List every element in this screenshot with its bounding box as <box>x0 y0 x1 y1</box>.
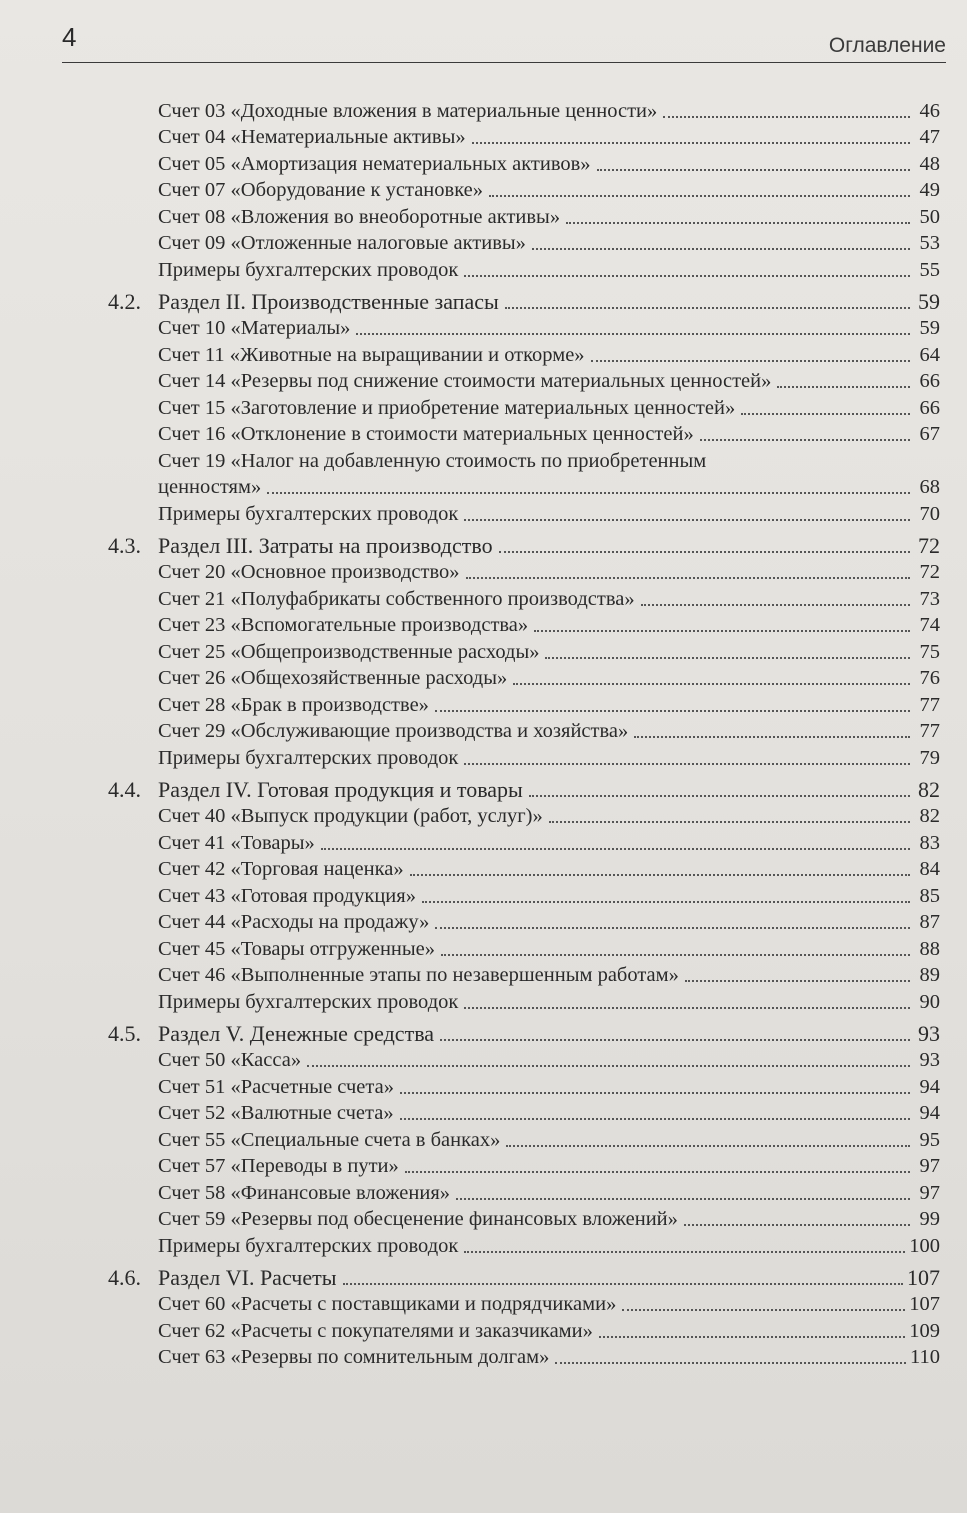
toc-section <box>0 282 940 314</box>
toc-entry <box>0 255 940 282</box>
toc-page-number: 73 <box>919 587 940 610</box>
dot-leader <box>464 274 910 277</box>
toc-entry-label: Счет 43 «Готовая продукция» <box>158 884 416 907</box>
toc-page-number: 59 <box>919 317 940 339</box>
toc-page-number: 64 <box>919 343 940 366</box>
dot-leader <box>435 926 910 929</box>
toc-page-number: 77 <box>919 693 940 716</box>
toc-entry-label: ценностям» <box>158 476 262 498</box>
toc-entry-label: Счет 03 «Доходные вложения в материальные ценности» <box>158 99 658 122</box>
dot-leader <box>435 709 910 712</box>
toc-page-number: 46 <box>919 99 940 122</box>
toc-entry-label: Счет 25 «Общепроизводственные расходы» <box>158 640 540 663</box>
toc-page-number: 97 <box>919 1181 940 1204</box>
toc-page-number: 88 <box>919 937 940 960</box>
toc-entry-label: Счет 42 «Торговая наценка» <box>158 858 404 880</box>
toc-page-number: 82 <box>919 805 940 827</box>
toc-page-number: 94 <box>919 1075 940 1098</box>
toc-entry <box>0 802 940 829</box>
toc-entry-label: Счет 23 «Вспомогательные производства» <box>158 614 529 636</box>
toc-entry <box>0 176 940 203</box>
toc-entry <box>0 828 940 855</box>
toc-entry-label: Примеры бухгалтерских проводок <box>158 746 459 769</box>
toc-section-number: 4.6. <box>108 1264 141 1290</box>
toc-entry-label: Счет 44 «Расходы на продажу» <box>158 911 430 933</box>
toc-page-number: 47 <box>919 126 940 148</box>
toc-page-number: 59 <box>918 288 940 314</box>
dot-leader <box>456 1197 910 1200</box>
toc-page-number: 82 <box>918 776 940 802</box>
toc-entry <box>0 961 940 988</box>
dot-leader <box>663 115 910 118</box>
toc-section-number: 4.2. <box>108 288 141 314</box>
toc-entry <box>0 934 940 961</box>
toc-entry-label: Счет 52 «Валютные счета» <box>158 1102 394 1124</box>
toc-page-number: 107 <box>909 1293 940 1315</box>
toc-entry-label: Счет 60 «Расчеты с поставщиками и подрядчиками» <box>158 1293 617 1315</box>
toc-entry <box>0 611 940 638</box>
toc-entry-label: Раздел VI. Расчеты <box>158 1264 337 1290</box>
toc-entry <box>0 664 940 691</box>
toc-entry <box>0 855 940 882</box>
dot-leader <box>410 873 910 876</box>
toc-entry-label: Счет 57 «Переводы в пути» <box>158 1155 399 1177</box>
dot-leader <box>441 953 910 956</box>
toc-page-number: 83 <box>919 831 940 854</box>
toc-entry-label: Счет 62 «Расчеты с покупателями и заказчиками» <box>158 1319 593 1342</box>
toc-page-number: 100 <box>909 1234 940 1257</box>
dot-leader <box>777 385 910 388</box>
toc-page-number: 67 <box>919 423 940 445</box>
dot-leader <box>534 629 910 632</box>
toc-entry <box>0 229 940 256</box>
toc-page-number: 89 <box>919 964 940 986</box>
dot-leader <box>400 1091 910 1094</box>
toc-entry-label: Раздел II. Производственные запасы <box>158 288 499 314</box>
toc-page-number: 90 <box>919 990 940 1013</box>
toc-entry <box>0 420 940 447</box>
page-number: 4 <box>62 22 77 52</box>
dot-leader <box>307 1064 910 1067</box>
dot-leader <box>464 1250 905 1253</box>
toc-page-number: 48 <box>919 152 940 175</box>
toc-page-number: 53 <box>919 232 940 254</box>
toc-entry <box>0 558 940 585</box>
dot-leader <box>529 794 910 797</box>
toc-entry-label: Счет 10 «Материалы» <box>158 317 351 339</box>
dot-leader <box>356 332 910 335</box>
toc-section <box>0 1014 940 1046</box>
toc-entry-label: Счет 50 «Касса» <box>158 1049 302 1071</box>
dot-leader <box>566 221 910 224</box>
toc-entry <box>0 96 940 123</box>
toc-entry-label: Счет 45 «Товары отгруженные» <box>158 937 436 960</box>
dot-leader <box>464 518 910 521</box>
toc-entry <box>0 987 940 1014</box>
toc-page-number: 94 <box>919 1102 940 1124</box>
toc-page-number: 93 <box>918 1020 940 1046</box>
toc-page-number: 55 <box>919 258 940 281</box>
toc-entry-label: Счет 40 «Выпуск продукции (работ, услуг)» <box>158 805 543 827</box>
toc-page-number: 72 <box>919 561 940 583</box>
dot-leader <box>422 900 910 903</box>
dot-leader <box>685 979 910 982</box>
toc-page-number: 87 <box>919 911 940 933</box>
dot-leader <box>622 1308 905 1311</box>
toc-section-number: 4.5. <box>108 1020 141 1046</box>
toc-section <box>0 1258 940 1290</box>
toc-entry <box>0 149 940 176</box>
toc-page-number: 49 <box>919 179 940 201</box>
dot-leader <box>464 762 910 765</box>
dot-leader <box>400 1117 910 1120</box>
toc-entry-label: Раздел V. Денежные средства <box>158 1020 435 1046</box>
toc-section-number: 4.3. <box>108 532 141 558</box>
toc-entry <box>0 690 940 717</box>
toc-entry <box>0 717 940 744</box>
toc-entry <box>0 123 940 150</box>
toc-entry-label: Счет 11 «Животные на выращивании и откорме» <box>158 343 585 366</box>
toc-entry-label: Счет 46 «Выполненные этапы по незавершенным работам» <box>158 964 679 986</box>
toc-page-number: 75 <box>919 640 940 663</box>
dot-leader <box>506 1144 910 1147</box>
dot-leader <box>545 656 910 659</box>
toc-entry <box>0 314 940 341</box>
toc-page-number: 70 <box>919 502 940 525</box>
toc-entry <box>0 881 940 908</box>
toc-entry <box>0 1046 940 1073</box>
toc-entry-label: Счет 08 «Вложения во внеоборотные активы» <box>158 205 561 228</box>
toc-entry <box>0 499 940 526</box>
toc-page-number: 79 <box>919 746 940 769</box>
toc-page-number: 109 <box>909 1319 940 1342</box>
dot-leader <box>634 735 910 738</box>
toc-page-number: 66 <box>919 396 940 419</box>
running-title: Оглавление <box>828 34 946 57</box>
toc-entry-label: Счет 21 «Полуфабрикаты собственного производства» <box>158 587 635 610</box>
toc-page-number: 68 <box>919 476 940 498</box>
toc-entry-label: Счет 58 «Финансовые вложения» <box>158 1181 450 1204</box>
toc-entry-label: Счет 07 «Оборудование к установке» <box>158 179 483 201</box>
dot-leader <box>499 550 910 553</box>
toc-page-number: 107 <box>907 1264 940 1290</box>
toc-entry <box>0 637 940 664</box>
toc-page-number: 72 <box>918 532 940 558</box>
toc-page-number: 110 <box>910 1346 940 1368</box>
toc-entry <box>0 1125 940 1152</box>
toc-page-number: 84 <box>919 858 940 880</box>
dot-leader <box>549 820 910 823</box>
toc-entry-label: Счет 59 «Резервы под обесценение финансовых вложений» <box>158 1208 678 1230</box>
dot-leader <box>321 847 910 850</box>
toc-page-number: 99 <box>919 1208 940 1230</box>
toc-page-number: 97 <box>919 1155 940 1177</box>
toc-page-number: 77 <box>919 720 940 742</box>
toc-entry-label: Счет 63 «Резервы по сомнительным долгам» <box>158 1346 550 1368</box>
toc-page-number: 76 <box>919 667 940 689</box>
dot-leader <box>472 141 910 144</box>
toc-page-number: 95 <box>919 1128 940 1151</box>
toc-entry <box>0 1099 940 1126</box>
toc-entry-label: Примеры бухгалтерских проводок <box>158 258 459 281</box>
dot-leader <box>700 438 910 441</box>
dot-leader <box>405 1170 910 1173</box>
toc-entry-label: Счет 04 «Нематериальные активы» <box>158 126 466 148</box>
toc-entry <box>0 908 940 935</box>
toc-entry-label: Примеры бухгалтерских проводок <box>158 990 459 1013</box>
dot-leader <box>464 1006 910 1009</box>
toc-entry <box>0 340 940 367</box>
dot-leader <box>489 194 910 197</box>
toc-entry-label: Раздел IV. Готовая продукция и товары <box>158 776 523 802</box>
dot-leader <box>532 247 910 250</box>
toc-entry-label: Примеры бухгалтерских проводок <box>158 502 459 525</box>
toc-entry <box>0 202 940 229</box>
toc-page-number: 50 <box>919 205 940 228</box>
toc-entry-label: Примеры бухгалтерских проводок <box>158 1234 459 1257</box>
toc-entry <box>0 743 940 770</box>
table-of-contents <box>0 96 967 1369</box>
toc-entry <box>0 1178 940 1205</box>
dot-leader <box>267 491 910 494</box>
toc-entry-label: Счет 15 «Заготовление и приобретение материальных ценностей» <box>158 396 736 419</box>
toc-entry <box>0 1316 940 1343</box>
page-header <box>62 22 946 63</box>
toc-entry-label: Счет 29 «Обслуживающие производства и хозяйства» <box>158 720 629 742</box>
dot-leader <box>505 306 910 309</box>
toc-page-number: 74 <box>919 614 940 636</box>
toc-entry-label: Счет 51 «Расчетные счета» <box>158 1075 394 1098</box>
toc-section <box>0 770 940 802</box>
toc-entry <box>0 367 940 394</box>
dot-leader <box>597 168 910 171</box>
dot-leader <box>641 603 910 606</box>
toc-entry-label: Счет 14 «Резервы под снижение стоимости материальных ценностей» <box>158 370 772 392</box>
toc-entry-label: Счет 28 «Брак в производстве» <box>158 693 429 716</box>
dot-leader <box>513 682 910 685</box>
toc-section-number: 4.4. <box>108 776 141 802</box>
toc-entry <box>0 584 940 611</box>
toc-entry <box>0 1231 940 1258</box>
dot-leader <box>741 412 910 415</box>
dot-leader <box>591 359 910 362</box>
toc-entry-label: Счет 09 «Отложенные налоговые активы» <box>158 232 526 254</box>
toc-entry-label: Счет 55 «Специальные счета в банках» <box>158 1128 501 1151</box>
toc-page-number: 93 <box>919 1049 940 1071</box>
toc-entry <box>0 1072 940 1099</box>
toc-entry <box>0 1343 940 1370</box>
toc-entry <box>0 446 940 473</box>
dot-leader <box>599 1335 905 1338</box>
toc-entry-label: Счет 26 «Общехозяйственные расходы» <box>158 667 508 689</box>
toc-page-number: 85 <box>919 884 940 907</box>
dot-leader <box>343 1282 904 1285</box>
toc-entry-label: Счет 05 «Амортизация нематериальных активов» <box>158 152 591 175</box>
toc-entry <box>0 1152 940 1179</box>
toc-entry <box>0 1290 940 1317</box>
toc-entry-label: Счет 41 «Товары» <box>158 831 315 854</box>
dot-leader <box>466 576 910 579</box>
toc-entry <box>0 473 940 500</box>
toc-page-number: 66 <box>919 370 940 392</box>
toc-entry-label: Счет 16 «Отклонение в стоимости материальных ценностей» <box>158 423 694 445</box>
toc-entry-label: Счет 19 «Налог на добавленную стоимость по приобретенным <box>158 449 707 472</box>
toc-entry <box>0 1205 940 1232</box>
dot-leader <box>440 1038 910 1041</box>
toc-entry <box>0 393 940 420</box>
toc-section <box>0 526 940 558</box>
dot-leader <box>555 1361 906 1364</box>
toc-entry-label: Счет 20 «Основное производство» <box>158 561 460 583</box>
dot-leader <box>684 1223 910 1226</box>
toc-entry-label: Раздел III. Затраты на производство <box>158 532 493 558</box>
